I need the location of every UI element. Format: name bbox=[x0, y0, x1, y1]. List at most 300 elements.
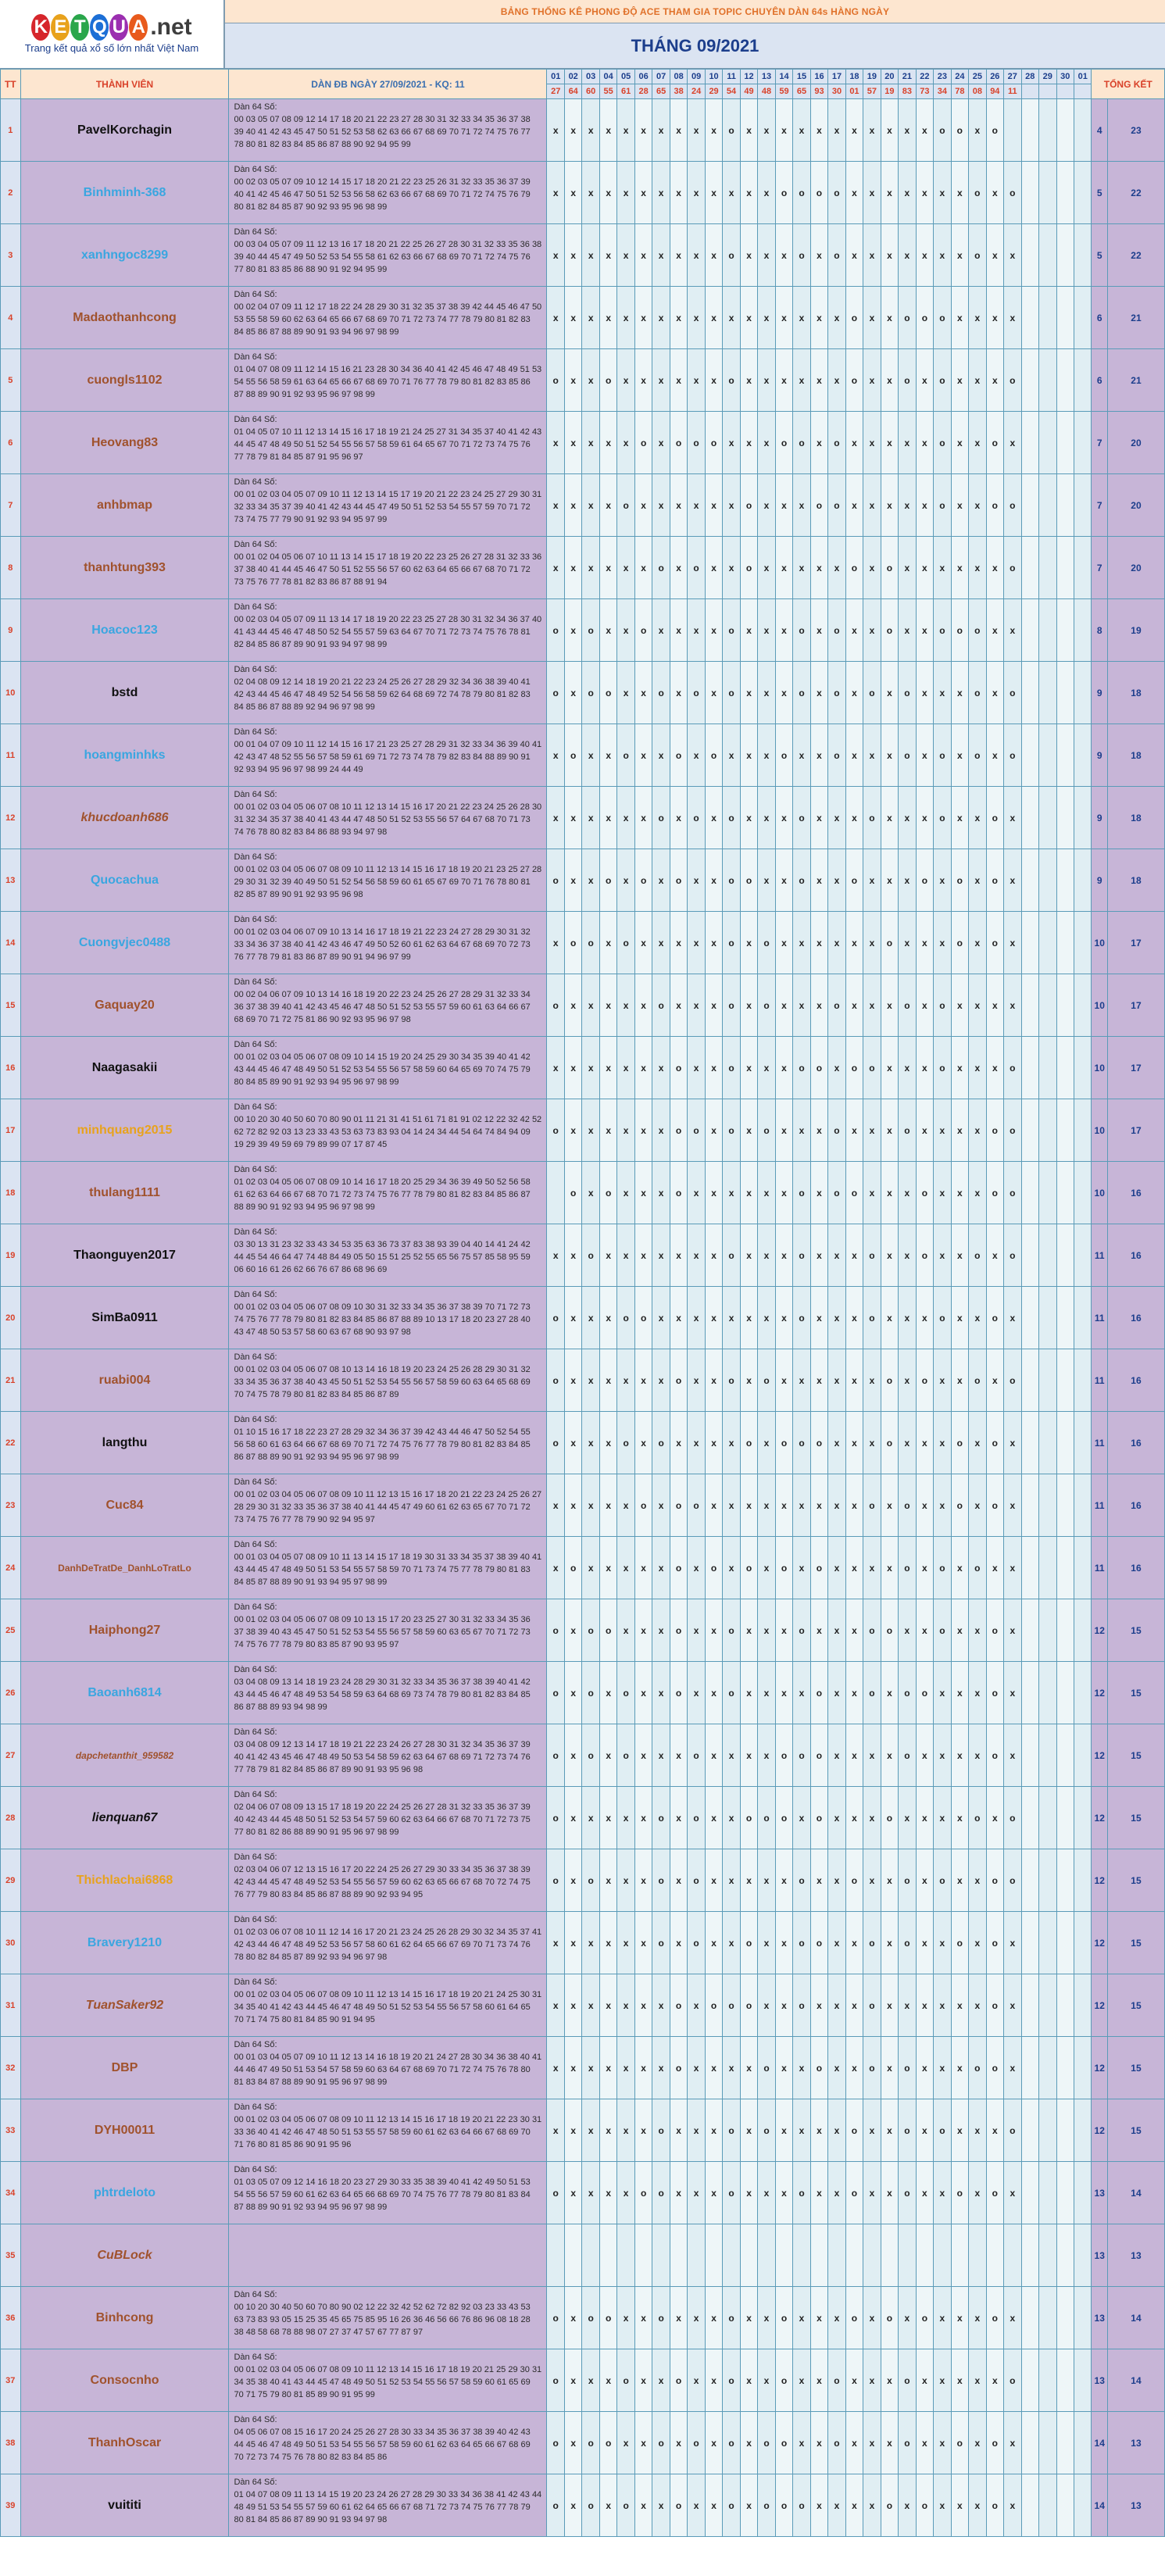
day-mark: x bbox=[934, 2037, 951, 2099]
day-mark: o bbox=[934, 1599, 951, 1662]
dan-cell bbox=[229, 849, 547, 912]
day-mark: x bbox=[599, 1224, 616, 1287]
day-mark bbox=[1074, 912, 1092, 974]
day-mark: x bbox=[845, 2474, 863, 2537]
member-name[interactable]: Cuongvjec0488 bbox=[20, 912, 229, 974]
day-mark: x bbox=[599, 1912, 616, 1974]
day-mark: x bbox=[688, 1037, 705, 1099]
day-mark: x bbox=[810, 1224, 827, 1287]
hit-total: 14 bbox=[1107, 2287, 1164, 2349]
day-mark: x bbox=[740, 2037, 757, 2099]
day-mark bbox=[1074, 1474, 1092, 1537]
member-name[interactable]: Madaothanhcong bbox=[20, 287, 229, 349]
day-mark: o bbox=[758, 2474, 775, 2537]
day-mark bbox=[599, 2224, 616, 2287]
day-mark: o bbox=[845, 849, 863, 912]
day-mark: x bbox=[845, 787, 863, 849]
day-mark: x bbox=[599, 2162, 616, 2224]
dan-label: Dàn 64 Số: bbox=[234, 1727, 277, 1737]
day-mark: x bbox=[564, 1474, 581, 1537]
day-mark bbox=[1074, 1662, 1092, 1724]
day-mark: x bbox=[863, 474, 881, 537]
day-mark: x bbox=[775, 224, 792, 287]
day-mark: x bbox=[1004, 599, 1021, 662]
member-name[interactable]: anhbmap bbox=[20, 474, 229, 537]
day-header: 29 bbox=[1039, 70, 1056, 84]
day-mark bbox=[1074, 1037, 1092, 1099]
member-name[interactable]: bstd bbox=[20, 662, 229, 724]
day-mark bbox=[1056, 1787, 1074, 1849]
day-mark: x bbox=[934, 912, 951, 974]
day-result: 01 bbox=[845, 84, 863, 99]
member-name[interactable]: langthu bbox=[20, 1412, 229, 1474]
dan-label: Dàn 64 Số: bbox=[234, 1540, 277, 1549]
table-row bbox=[1, 912, 1165, 974]
day-mark: o bbox=[934, 724, 951, 787]
miss-count: 12 bbox=[1092, 1787, 1107, 1849]
day-mark: x bbox=[564, 2349, 581, 2412]
day-mark: x bbox=[845, 974, 863, 1037]
day-mark: x bbox=[634, 1849, 652, 1912]
day-mark bbox=[793, 2224, 810, 2287]
day-mark: o bbox=[899, 662, 916, 724]
day-result: 30 bbox=[828, 84, 845, 99]
day-mark: x bbox=[705, 1599, 722, 1662]
member-name[interactable]: SimBa0911 bbox=[20, 1287, 229, 1349]
day-mark: x bbox=[934, 2349, 951, 2412]
day-mark: x bbox=[634, 1349, 652, 1412]
member-name[interactable]: Bravery1210 bbox=[20, 1912, 229, 1974]
day-mark: x bbox=[652, 349, 670, 412]
day-mark bbox=[1039, 1037, 1056, 1099]
day-mark: o bbox=[705, 1537, 722, 1599]
day-mark: x bbox=[547, 412, 564, 474]
day-mark: x bbox=[670, 1912, 687, 1974]
day-mark: x bbox=[652, 1537, 670, 1599]
day-mark: o bbox=[652, 662, 670, 724]
day-mark: x bbox=[916, 2162, 933, 2224]
day-mark: x bbox=[740, 2349, 757, 2412]
day-mark: o bbox=[793, 224, 810, 287]
day-mark: o bbox=[793, 1724, 810, 1787]
day-mark: x bbox=[881, 1724, 898, 1787]
dan-label: Dàn 64 Số: bbox=[234, 1477, 277, 1487]
day-mark: x bbox=[969, 1474, 986, 1537]
day-result: 27 bbox=[547, 84, 564, 99]
day-mark: x bbox=[916, 724, 933, 787]
day-mark: o bbox=[863, 1912, 881, 1974]
day-result: 29 bbox=[705, 84, 722, 99]
day-mark: x bbox=[828, 287, 845, 349]
member-name[interactable]: TuanSaker92 bbox=[20, 1974, 229, 2037]
day-mark bbox=[1056, 1162, 1074, 1224]
day-mark: x bbox=[934, 162, 951, 224]
day-mark: x bbox=[863, 2099, 881, 2162]
member-name[interactable]: Binhminh-368 bbox=[20, 162, 229, 224]
day-mark: x bbox=[969, 912, 986, 974]
day-header: 08 bbox=[670, 70, 687, 84]
day-mark: x bbox=[582, 1912, 599, 1974]
day-mark: o bbox=[934, 412, 951, 474]
member-name[interactable]: thulang1111 bbox=[20, 1162, 229, 1224]
day-mark: o bbox=[599, 349, 616, 412]
day-mark bbox=[1056, 1474, 1074, 1537]
page-header bbox=[0, 0, 1165, 69]
day-mark: o bbox=[582, 2412, 599, 2474]
member-name[interactable]: DYH00011 bbox=[20, 2099, 229, 2162]
day-header: 10 bbox=[705, 70, 722, 84]
day-mark: x bbox=[916, 1287, 933, 1349]
day-mark: x bbox=[810, 912, 827, 974]
member-name[interactable]: Thichlachai6868 bbox=[20, 1849, 229, 1912]
day-mark: x bbox=[934, 662, 951, 724]
day-mark: o bbox=[634, 2162, 652, 2224]
dan-numbers: 00 01 02 03 04 05 06 07 08 09 10 11 12 13 14 15 16 17 18 19 20 21 22 23 30 31 33 36 40 41 42 46 47 48 50 51 53 55 57 58 59 60 61 62 63 64 66 67 68 69 70 71 76 80 81 85 86 90 91 95 96 bbox=[234, 2115, 542, 2149]
day-mark: x bbox=[758, 1287, 775, 1349]
member-name[interactable]: Baoanh6814 bbox=[20, 1662, 229, 1724]
day-mark: x bbox=[688, 1162, 705, 1224]
day-mark: x bbox=[916, 787, 933, 849]
day-mark: x bbox=[986, 224, 1003, 287]
day-mark: x bbox=[828, 2162, 845, 2224]
member-name[interactable]: ThanhOscar bbox=[20, 2412, 229, 2474]
logo-letter: A bbox=[129, 14, 148, 41]
day-mark: o bbox=[547, 599, 564, 662]
day-mark: x bbox=[740, 1099, 757, 1162]
day-mark bbox=[1021, 1287, 1038, 1349]
member-name[interactable]: phtrdeloto bbox=[20, 2162, 229, 2224]
dan-numbers: 01 10 15 16 17 18 22 23 27 28 29 32 34 36 37 39 42 43 44 46 47 50 52 54 55 56 58 60 61 63 64 66 67 68 69 70 71 72 74 75 76 77 78 79 80 81 82 83 84 85 86 87 88 89 90 91 92 93 94 95 96 97 98 99 bbox=[234, 1427, 531, 1462]
member-name[interactable]: khucdoanh686 bbox=[20, 787, 229, 849]
hit-total: 13 bbox=[1107, 2474, 1164, 2537]
day-mark: o bbox=[828, 412, 845, 474]
day-mark: x bbox=[951, 1037, 968, 1099]
day-mark bbox=[1004, 2224, 1021, 2287]
day-mark: o bbox=[793, 787, 810, 849]
day-mark: x bbox=[828, 537, 845, 599]
row-index: 20 bbox=[1, 1287, 21, 1349]
day-mark bbox=[1056, 1974, 1074, 2037]
member-name[interactable]: minhquang2015 bbox=[20, 1099, 229, 1162]
day-mark: o bbox=[652, 2287, 670, 2349]
member-name[interactable]: hoangminhks bbox=[20, 724, 229, 787]
day-mark: x bbox=[758, 1599, 775, 1662]
day-mark: x bbox=[793, 1349, 810, 1412]
day-mark: x bbox=[969, 1412, 986, 1474]
day-result: 55 bbox=[599, 84, 616, 99]
dan-cell bbox=[229, 912, 547, 974]
day-result: 38 bbox=[670, 84, 687, 99]
member-name[interactable]: Binhcong bbox=[20, 2287, 229, 2349]
day-mark: x bbox=[934, 2412, 951, 2474]
day-mark: o bbox=[652, 2412, 670, 2474]
day-mark: x bbox=[810, 1599, 827, 1662]
day-mark bbox=[1074, 2099, 1092, 2162]
day-mark bbox=[1039, 2287, 1056, 2349]
day-mark: x bbox=[634, 662, 652, 724]
day-mark: x bbox=[810, 849, 827, 912]
day-mark: x bbox=[652, 1287, 670, 1349]
day-mark: o bbox=[934, 287, 951, 349]
day-mark: x bbox=[934, 1724, 951, 1787]
day-mark: x bbox=[670, 1849, 687, 1912]
day-result: 11 bbox=[1004, 84, 1021, 99]
day-mark: x bbox=[916, 412, 933, 474]
day-mark: x bbox=[969, 1912, 986, 1974]
day-mark: x bbox=[599, 474, 616, 537]
day-mark: x bbox=[881, 1912, 898, 1974]
day-mark: o bbox=[652, 1787, 670, 1849]
day-mark: o bbox=[740, 849, 757, 912]
dan-cell bbox=[229, 224, 547, 287]
day-mark bbox=[1039, 537, 1056, 599]
day-mark bbox=[582, 2224, 599, 2287]
hit-total: 19 bbox=[1107, 599, 1164, 662]
day-mark: o bbox=[986, 2474, 1003, 2537]
day-mark: x bbox=[688, 2162, 705, 2224]
day-mark: x bbox=[740, 412, 757, 474]
day-mark: x bbox=[582, 1162, 599, 1224]
dan-label: Dàn 64 Số: bbox=[234, 290, 277, 299]
day-mark: x bbox=[547, 99, 564, 162]
day-mark bbox=[758, 2224, 775, 2287]
day-mark: x bbox=[969, 2287, 986, 2349]
day-mark: x bbox=[705, 474, 722, 537]
day-mark bbox=[1074, 662, 1092, 724]
day-mark: x bbox=[564, 2287, 581, 2349]
day-mark: o bbox=[845, 2099, 863, 2162]
day-mark: x bbox=[810, 599, 827, 662]
day-mark bbox=[1039, 1287, 1056, 1349]
day-mark bbox=[1021, 724, 1038, 787]
day-mark bbox=[1056, 2474, 1074, 2537]
member-name[interactable]: DBP bbox=[20, 2037, 229, 2099]
day-mark bbox=[1039, 412, 1056, 474]
day-mark: o bbox=[986, 1599, 1003, 1662]
member-name[interactable]: dapchetanthit_959582 bbox=[20, 1724, 229, 1787]
dan-numbers: 01 03 05 07 09 12 14 16 18 20 23 27 29 30 33 35 38 39 40 41 42 49 50 51 53 54 55 56 57 59 60 61 62 63 64 65 66 68 69 70 74 75 76 77 78 79 80 81 83 84 87 88 89 90 91 92 93 94 95 96 97 98 99 bbox=[234, 2178, 531, 2212]
day-mark: x bbox=[951, 1224, 968, 1287]
day-mark: x bbox=[723, 724, 740, 787]
day-mark: x bbox=[986, 1224, 1003, 1287]
day-mark: x bbox=[845, 912, 863, 974]
day-mark: x bbox=[775, 974, 792, 1037]
day-mark: o bbox=[652, 1912, 670, 1974]
day-header: 26 bbox=[986, 70, 1003, 84]
page-banner: BẢNG THỐNG KÊ PHONG ĐỘ ACE THAM GIA TOPIC CHUYÊN DÀN 64s HÀNG NGÀY bbox=[224, 0, 1165, 23]
day-mark: x bbox=[634, 1162, 652, 1224]
day-mark: o bbox=[810, 474, 827, 537]
day-mark: x bbox=[969, 1662, 986, 1724]
day-mark: x bbox=[845, 99, 863, 162]
day-mark: x bbox=[899, 162, 916, 224]
member-name[interactable]: Thaonguyen2017 bbox=[20, 1224, 229, 1287]
day-mark: x bbox=[899, 1162, 916, 1224]
day-mark bbox=[1039, 99, 1056, 162]
row-index: 13 bbox=[1, 849, 21, 912]
dan-numbers: 01 04 05 07 10 11 12 13 14 15 16 17 18 19 21 24 25 27 31 34 35 37 40 41 42 43 44 45 47 48 49 50 51 52 54 55 56 57 58 59 61 64 65 67 70 71 72 73 74 75 76 77 78 79 81 84 85 87 91 95 96 97 bbox=[234, 427, 542, 462]
member-name[interactable]: Gaquay20 bbox=[20, 974, 229, 1037]
day-mark: x bbox=[881, 474, 898, 537]
day-mark bbox=[1039, 662, 1056, 724]
day-mark: x bbox=[652, 1349, 670, 1412]
day-mark: x bbox=[916, 1849, 933, 1912]
day-mark: x bbox=[845, 1099, 863, 1162]
day-mark: x bbox=[881, 1849, 898, 1912]
day-result: 24 bbox=[688, 84, 705, 99]
day-mark: o bbox=[758, 1787, 775, 1849]
day-mark: x bbox=[758, 1162, 775, 1224]
member-name[interactable]: Heovang83 bbox=[20, 412, 229, 474]
day-mark bbox=[1021, 2099, 1038, 2162]
member-name[interactable]: lienquan67 bbox=[20, 1787, 229, 1849]
day-mark: x bbox=[863, 2474, 881, 2537]
day-mark: o bbox=[775, 2287, 792, 2349]
day-mark: x bbox=[863, 224, 881, 287]
day-mark: x bbox=[582, 724, 599, 787]
day-mark: x bbox=[881, 724, 898, 787]
row-index: 9 bbox=[1, 599, 21, 662]
dan-label: Dàn 64 Số: bbox=[234, 1227, 277, 1237]
miss-count: 5 bbox=[1092, 162, 1107, 224]
day-mark bbox=[1021, 1037, 1038, 1099]
day-mark: o bbox=[652, 1849, 670, 1912]
dan-cell bbox=[229, 1724, 547, 1787]
day-mark: o bbox=[863, 1662, 881, 1724]
day-mark: o bbox=[582, 2474, 599, 2537]
day-mark: x bbox=[881, 2099, 898, 2162]
dan-numbers: 00 03 05 07 08 09 12 14 17 18 20 21 22 23 27 28 30 31 32 33 34 35 36 37 38 39 40 41 42 43 45 47 50 51 52 53 58 62 63 66 67 68 69 70 71 72 74 75 76 77 78 80 81 82 83 84 85 86 87 88 90 92 94 95 99 bbox=[234, 115, 531, 149]
day-mark: x bbox=[863, 1412, 881, 1474]
hit-total: 14 bbox=[1107, 2162, 1164, 2224]
day-mark bbox=[1039, 599, 1056, 662]
day-mark: o bbox=[758, 2099, 775, 2162]
day-mark: x bbox=[705, 1662, 722, 1724]
day-mark bbox=[1056, 1599, 1074, 1662]
day-mark: x bbox=[881, 1099, 898, 1162]
member-name[interactable]: Consocnho bbox=[20, 2349, 229, 2412]
member-name[interactable]: Hoacoc123 bbox=[20, 599, 229, 662]
day-mark: x bbox=[810, 1349, 827, 1412]
day-mark bbox=[1074, 2037, 1092, 2099]
day-mark: x bbox=[705, 2287, 722, 2349]
day-mark: x bbox=[810, 787, 827, 849]
day-mark: o bbox=[951, 1912, 968, 1974]
day-mark: x bbox=[670, 537, 687, 599]
day-mark bbox=[1056, 2099, 1074, 2162]
day-mark: o bbox=[582, 662, 599, 724]
day-mark: x bbox=[845, 1224, 863, 1287]
day-mark: x bbox=[599, 412, 616, 474]
day-mark: o bbox=[969, 1787, 986, 1849]
miss-count: 13 bbox=[1092, 2349, 1107, 2412]
day-mark: x bbox=[1004, 412, 1021, 474]
day-mark: x bbox=[547, 1224, 564, 1287]
member-name[interactable]: CuBLock bbox=[20, 2224, 229, 2287]
member-name[interactable]: DanhDeTratDe_DanhLoTratLo bbox=[20, 1537, 229, 1599]
day-mark bbox=[670, 2224, 687, 2287]
table-row bbox=[1, 2474, 1165, 2537]
table-row bbox=[1, 1162, 1165, 1224]
day-mark: x bbox=[775, 1037, 792, 1099]
day-mark: o bbox=[652, 2162, 670, 2224]
day-mark: o bbox=[793, 1412, 810, 1474]
day-mark: o bbox=[810, 1787, 827, 1849]
day-mark: o bbox=[986, 849, 1003, 912]
day-mark bbox=[1021, 1349, 1038, 1412]
day-mark: x bbox=[617, 2037, 634, 2099]
day-mark: o bbox=[723, 349, 740, 412]
day-mark: x bbox=[845, 224, 863, 287]
dan-cell bbox=[229, 2474, 547, 2537]
day-mark: x bbox=[634, 2037, 652, 2099]
dan-numbers: 00 01 02 03 04 05 06 07 08 09 10 11 12 13 14 15 16 17 18 19 20 21 25 29 30 31 34 35 38 40 41 43 44 45 47 48 49 50 51 52 53 54 55 56 57 58 59 60 61 65 69 70 71 75 79 80 81 85 89 90 91 95 99 bbox=[234, 2365, 542, 2399]
day-mark: x bbox=[934, 537, 951, 599]
dan-label: Dàn 64 Số: bbox=[234, 2103, 277, 2112]
day-mark: x bbox=[670, 1287, 687, 1349]
day-mark bbox=[1021, 1162, 1038, 1224]
day-mark bbox=[1056, 2037, 1074, 2099]
day-mark bbox=[1074, 99, 1092, 162]
day-mark: x bbox=[881, 2412, 898, 2474]
member-name[interactable]: Haiphong27 bbox=[20, 1599, 229, 1662]
day-mark bbox=[1074, 1099, 1092, 1162]
hit-total: 16 bbox=[1107, 1412, 1164, 1474]
day-header: 19 bbox=[863, 70, 881, 84]
day-mark: x bbox=[652, 99, 670, 162]
day-mark: o bbox=[617, 1662, 634, 1724]
member-name[interactable]: Cuc84 bbox=[20, 1474, 229, 1537]
member-name[interactable]: Naagasakii bbox=[20, 1037, 229, 1099]
member-name[interactable]: ruabi004 bbox=[20, 1349, 229, 1412]
day-mark: x bbox=[793, 2412, 810, 2474]
day-mark: o bbox=[934, 974, 951, 1037]
day-mark: x bbox=[740, 1349, 757, 1412]
day-mark: x bbox=[634, 99, 652, 162]
day-mark: x bbox=[617, 2287, 634, 2349]
day-mark bbox=[1021, 412, 1038, 474]
day-mark: x bbox=[951, 1537, 968, 1599]
site-logo[interactable] bbox=[0, 0, 224, 69]
day-mark: x bbox=[793, 99, 810, 162]
day-mark: x bbox=[705, 162, 722, 224]
day-mark: o bbox=[951, 2162, 968, 2224]
day-mark: x bbox=[634, 224, 652, 287]
table-row bbox=[1, 787, 1165, 849]
day-mark bbox=[1074, 1849, 1092, 1912]
dan-label: Dàn 64 Số: bbox=[234, 2165, 277, 2174]
member-name[interactable]: cuongls1102 bbox=[20, 349, 229, 412]
day-mark: o bbox=[758, 1099, 775, 1162]
day-mark bbox=[1039, 2162, 1056, 2224]
day-mark: x bbox=[564, 2099, 581, 2162]
member-name[interactable]: Quocachua bbox=[20, 849, 229, 912]
day-mark: x bbox=[634, 2474, 652, 2537]
day-mark: x bbox=[758, 1037, 775, 1099]
member-name[interactable]: PavelKorchagin bbox=[20, 99, 229, 162]
day-mark: o bbox=[793, 412, 810, 474]
member-name[interactable]: thanhtung393 bbox=[20, 537, 229, 599]
member-name[interactable]: vuititi bbox=[20, 2474, 229, 2537]
miss-count: 12 bbox=[1092, 2099, 1107, 2162]
member-name[interactable]: xanhngoc8299 bbox=[20, 224, 229, 287]
day-mark: x bbox=[617, 1599, 634, 1662]
table-row bbox=[1, 412, 1165, 474]
day-mark: x bbox=[899, 1349, 916, 1412]
day-mark: o bbox=[740, 537, 757, 599]
day-mark: x bbox=[740, 2474, 757, 2537]
day-mark: x bbox=[951, 1662, 968, 1724]
